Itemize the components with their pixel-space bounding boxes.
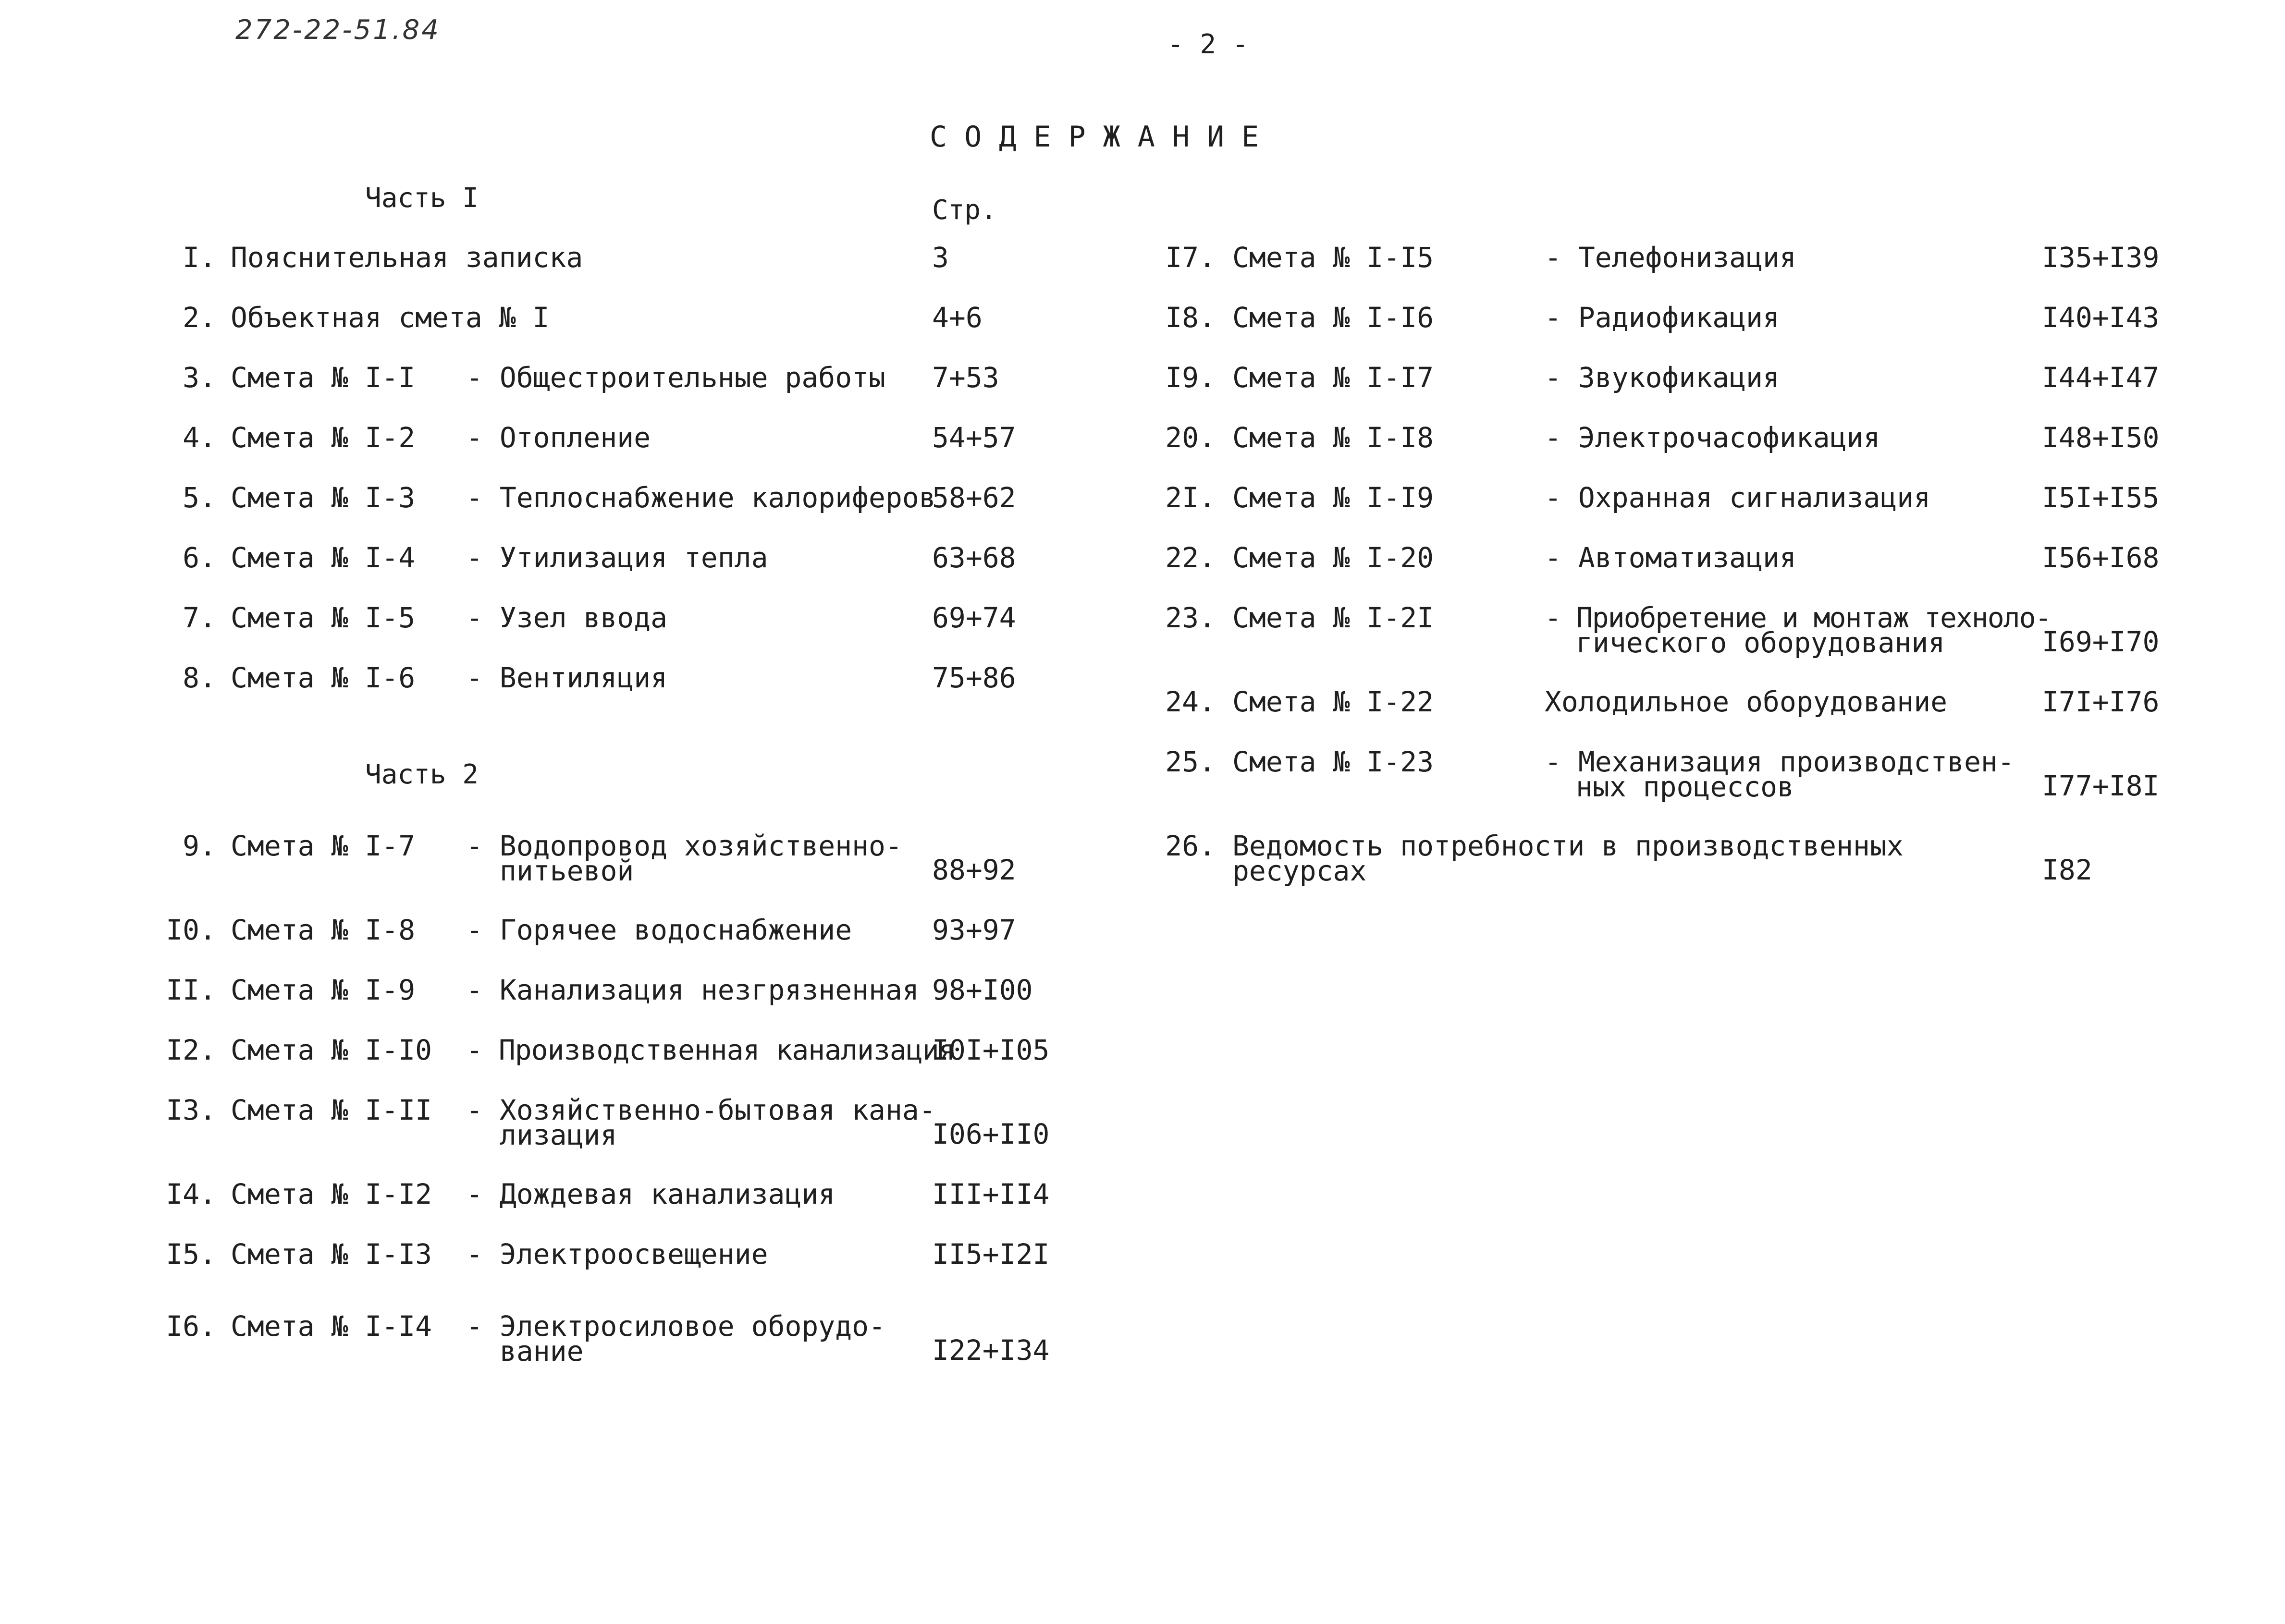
item-pages: 3 [932, 241, 949, 274]
item-name: Смета № I-I0 [231, 1034, 432, 1066]
item-name: Смета № I-2 [231, 421, 416, 454]
item-name: Смета № I-I8 [1232, 421, 1434, 454]
item-name: Смета № I-7 [231, 830, 416, 862]
item-name: Смета № I-II [231, 1094, 432, 1126]
item-description: - Автоматизация [1545, 541, 1796, 574]
item-description: - Телефонизация [1545, 241, 1796, 274]
item-pages: I06+II0 [932, 1118, 1050, 1150]
item-number: II. [166, 974, 216, 1006]
item-description: - Вентиляция [466, 661, 668, 694]
item-number: 5. [183, 481, 216, 514]
item-number: 2. [183, 301, 216, 334]
item-name: Смета № I-22 [1232, 685, 1434, 718]
item-pages: II5+I2I [932, 1238, 1050, 1270]
item-pages: 63+68 [932, 541, 1016, 574]
item-description: - Водопровод хозяйственно- [466, 830, 902, 862]
item-name: Смета № I-I9 [1232, 481, 1434, 514]
item-name: Смета № I-I7 [1232, 361, 1434, 394]
item-description: - Приобретение и монтаж техноло- [1545, 601, 2051, 634]
item-description: - Электрочасофикация [1545, 421, 1880, 454]
item-name: Ведомость потребности в производственных [1232, 830, 1904, 862]
item-number: I4. [166, 1178, 216, 1210]
item-pages: I35+I39 [2042, 241, 2160, 274]
item-description: - Хозяйственно-бытовая кана- [466, 1094, 936, 1126]
item-number: 4. [183, 421, 216, 454]
item-description: - Отопление [466, 421, 651, 454]
item-description: - Охранная сигнализация [1545, 481, 1931, 514]
item-description: - Горячее водоснабжение [466, 914, 852, 946]
item-pages: 88+92 [932, 854, 1016, 886]
item-pages: 7+53 [932, 361, 999, 394]
item-name: Смета № I-I2 [231, 1178, 432, 1210]
item-number: I2. [166, 1034, 216, 1066]
document-code: 272-22-51.84 [235, 14, 441, 46]
item-description-continued: гического оборудования [1576, 626, 1945, 659]
item-description: - Электроосвещение [466, 1238, 768, 1270]
item-number: 24. [1165, 685, 1216, 718]
item-name: Смета № I-I4 [231, 1310, 432, 1343]
item-pages: I40+I43 [2042, 301, 2160, 334]
item-name: Смета № I-23 [1232, 745, 1434, 778]
item-pages: I48+I50 [2042, 421, 2160, 454]
page-title: СОДЕРЖАНИЕ [930, 120, 1277, 154]
item-number: 25. [1165, 745, 1216, 778]
item-name: Объектная смета № I [231, 301, 550, 334]
item-pages: 93+97 [932, 914, 1016, 946]
item-pages: 4+6 [932, 301, 983, 334]
item-name: Смета № I-6 [231, 661, 416, 694]
item-number: 3. [183, 361, 216, 394]
item-number: I7. [1165, 241, 1216, 274]
item-description-continued: вание [500, 1335, 584, 1368]
item-description: - Звукофикация [1545, 361, 1780, 394]
item-pages: I5I+I55 [2042, 481, 2160, 514]
item-name: Смета № I-4 [231, 541, 416, 574]
item-name: Смета № I-5 [231, 601, 416, 634]
item-number: 7. [183, 601, 216, 634]
item-name: Смета № I-9 [231, 974, 416, 1006]
item-number: 2I. [1165, 481, 1216, 514]
item-pages: III+II4 [932, 1178, 1050, 1210]
item-name: Смета № I-I [231, 361, 416, 394]
item-pages: 58+62 [932, 481, 1016, 514]
item-name: Смета № I-8 [231, 914, 416, 946]
item-pages: 75+86 [932, 661, 1016, 694]
item-number: I3. [166, 1094, 216, 1126]
item-name: Смета № I-I5 [1232, 241, 1434, 274]
item-number: I. [183, 241, 216, 274]
item-description: - Теплоснабжение калориферов [466, 481, 936, 514]
item-number: 9. [183, 830, 216, 862]
item-description: - Общестроительные работы [466, 361, 885, 394]
item-description: - Радиофикация [1545, 301, 1780, 334]
item-pages: I77+I8I [2042, 769, 2160, 802]
item-name: Смета № I-I3 [231, 1238, 432, 1270]
item-number: 23. [1165, 601, 1216, 634]
page-number: - 2 - [1167, 29, 1249, 60]
item-description: - Дождевая канализация [466, 1178, 835, 1210]
item-description-continued: питьевой [500, 855, 634, 887]
item-name: Смета № I-I6 [1232, 301, 1434, 334]
item-pages: I82 [2042, 854, 2092, 886]
item-description: - Механизация производствен- [1545, 745, 2015, 778]
item-description: - Канализация незгрязненная [466, 974, 919, 1006]
item-pages: 54+57 [932, 421, 1016, 454]
item-number: 20. [1165, 421, 1216, 454]
item-pages: I69+I70 [2042, 625, 2160, 658]
part1-heading: Часть I [365, 183, 479, 214]
item-number: 26. [1165, 830, 1216, 862]
item-number: I8. [1165, 301, 1216, 334]
item-pages: I0I+I05 [932, 1034, 1050, 1066]
item-pages: 98+I00 [932, 974, 1033, 1006]
item-description: Холодильное оборудование [1545, 685, 1948, 718]
item-description: - Утилизация тепла [466, 541, 768, 574]
pages-column-label: Стр. [932, 195, 997, 226]
item-number: 22. [1165, 541, 1216, 574]
item-number: I9. [1165, 361, 1216, 394]
item-name: Смета № I-20 [1232, 541, 1434, 574]
item-name: Смета № I-3 [231, 481, 416, 514]
item-number: I5. [166, 1238, 216, 1270]
item-description: - Электросиловое оборудо- [466, 1310, 885, 1343]
item-number: I0. [166, 914, 216, 946]
item-description-continued: лизация [500, 1119, 617, 1151]
item-description: - Производственная канализация [466, 1034, 955, 1066]
item-name: Пояснительная записка [231, 241, 583, 274]
item-number: 8. [183, 661, 216, 694]
item-pages: I7I+I76 [2042, 685, 2160, 718]
item-pages: I22+I34 [932, 1334, 1050, 1367]
item-pages: 69+74 [932, 601, 1016, 634]
item-description-continued: ных процессов [1576, 770, 1794, 803]
item-name: Смета № I-2I [1232, 601, 1434, 634]
part2-heading: Часть 2 [365, 759, 479, 790]
item-number: I6. [166, 1310, 216, 1343]
item-number: 6. [183, 541, 216, 574]
item-description: - Узел ввода [466, 601, 668, 634]
item-name-continued: ресурсах [1232, 855, 1367, 887]
item-pages: I56+I68 [2042, 541, 2160, 574]
item-pages: I44+I47 [2042, 361, 2160, 394]
